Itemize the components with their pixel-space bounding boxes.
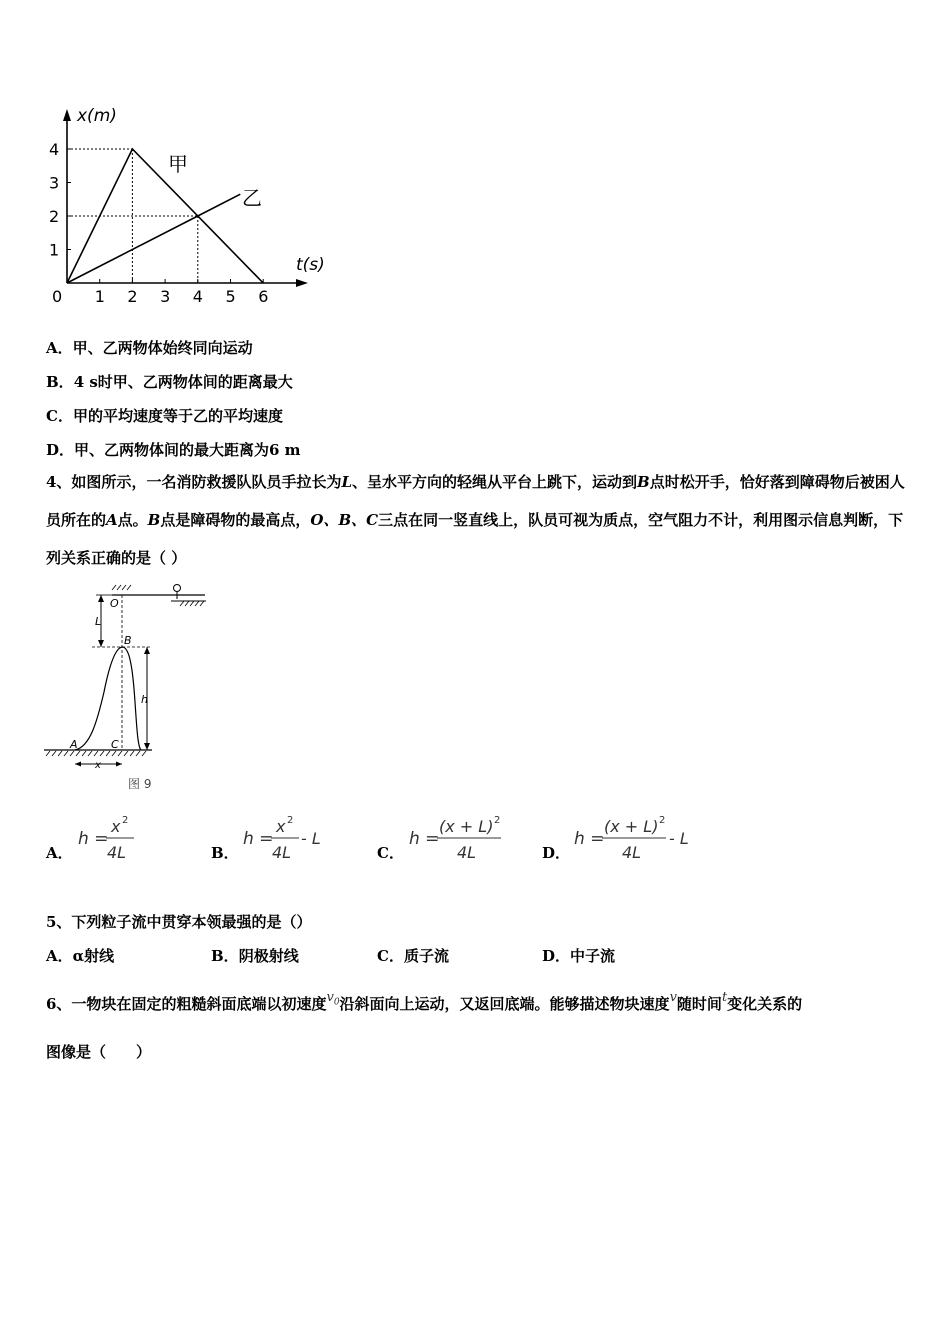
- label-x: x: [95, 760, 101, 771]
- series-line-yi: [67, 194, 240, 283]
- q5-option-a: A．α射线: [46, 947, 115, 965]
- svg-text:4L: 4L: [622, 843, 642, 862]
- series-label-jia: 甲: [168, 152, 188, 176]
- x-tick-label: 3: [160, 287, 171, 306]
- series-label-yi: 乙: [242, 186, 262, 210]
- svg-text:x: x: [111, 817, 121, 836]
- svg-text:- L: - L: [301, 829, 321, 848]
- y-tick-label: 1: [49, 240, 60, 260]
- svg-text:(x + L): (x + L): [604, 817, 659, 836]
- q3-option-a: A．甲、乙两物体始终同向运动: [46, 339, 253, 357]
- svg-text:x: x: [276, 817, 286, 836]
- y-tick-label: 4: [49, 140, 60, 159]
- q3-option-d: D．甲、乙两物体间的最大距离为6 m: [46, 441, 301, 459]
- label-h: h: [141, 693, 148, 706]
- figure-caption: 图 9: [128, 777, 152, 791]
- y-tick-label: 3: [49, 173, 60, 193]
- origin-label: 0: [52, 287, 63, 306]
- q3-option-c: C．甲的平均速度等于乙的平均速度: [46, 407, 283, 425]
- x-tick-label: 2: [127, 287, 138, 306]
- q5-option-d: D．中子流: [542, 947, 616, 965]
- label-o: O: [110, 597, 119, 610]
- q4-option-c: C． h = (x + L) 2 4L: [377, 815, 501, 862]
- q6-stem-line1: 6、一物块在固定的粗糙斜面底端以初速度$v_0$沿斜面向上运动，又返回底端。能够描述物块速度v随时间t变化关系的: [46, 990, 803, 1013]
- q5-option-c: C．质子流: [377, 947, 449, 965]
- person-head: [174, 585, 181, 592]
- svg-text:4L: 4L: [107, 843, 127, 862]
- x-tick-label: 6: [258, 287, 269, 306]
- svg-text:h =: h =: [243, 829, 274, 849]
- svg-text:2: 2: [659, 815, 666, 826]
- x-axis-arrow: [296, 279, 308, 287]
- y-tick-label: 2: [49, 207, 60, 226]
- y-axis-label: x(m): [77, 106, 117, 126]
- q4-option-d: D． h = (x + L) 2 4L - L: [542, 815, 689, 862]
- label-c: C: [111, 738, 119, 751]
- svg-text:2: 2: [122, 815, 129, 826]
- svg-text:4L: 4L: [457, 843, 477, 862]
- x-tick-label: 1: [94, 287, 105, 306]
- x-tick-label: 5: [225, 287, 236, 306]
- label-b: B: [124, 634, 132, 647]
- svg-text:- L: - L: [669, 829, 689, 848]
- q5-stem: 5、下列粒子流中贯穿本领最强的是（）: [46, 913, 312, 931]
- figure-9: [40, 582, 220, 797]
- svg-text:h =: h =: [409, 829, 440, 849]
- svg-text:2: 2: [494, 815, 501, 826]
- svg-text:h =: h =: [574, 829, 605, 849]
- label-a: A: [70, 738, 78, 751]
- label-l: L: [95, 615, 102, 628]
- q4-option-b: B． h = x 2 4L - L: [211, 815, 321, 862]
- svg-text:h =: h =: [78, 829, 109, 849]
- xt-graph: [40, 95, 340, 320]
- q3-option-b: B．4 s时甲、乙两物体间的距离最大: [46, 373, 293, 391]
- y-axis-arrow: [63, 109, 71, 121]
- x-axis-label: t(s): [296, 255, 325, 275]
- svg-text:2: 2: [287, 815, 294, 826]
- q4-option-a: A． h = x 2 4L: [46, 815, 129, 862]
- svg-text:(x + L): (x + L): [439, 817, 494, 836]
- obstacle: [75, 647, 141, 750]
- svg-text:4L: 4L: [272, 843, 292, 862]
- q6-stem-line2: 图像是（ ）: [46, 1043, 152, 1061]
- q5-option-b: B．阴极射线: [211, 947, 299, 965]
- x-tick-label: 4: [192, 287, 203, 306]
- q4-stem: 4、如图所示，一名消防救援队队员手拉长为L、呈水平方向的轻绳从平台上跳下，运动到B点时松开手，恰好落到障碍物后被困人员所在的A点。B点是障碍物的最高点，O、B、C三点在同一竖直线上，队员可视为质点，空气阻力不计，利用图示信息判断，下列关系正确的是（ ）: [46, 473, 905, 567]
